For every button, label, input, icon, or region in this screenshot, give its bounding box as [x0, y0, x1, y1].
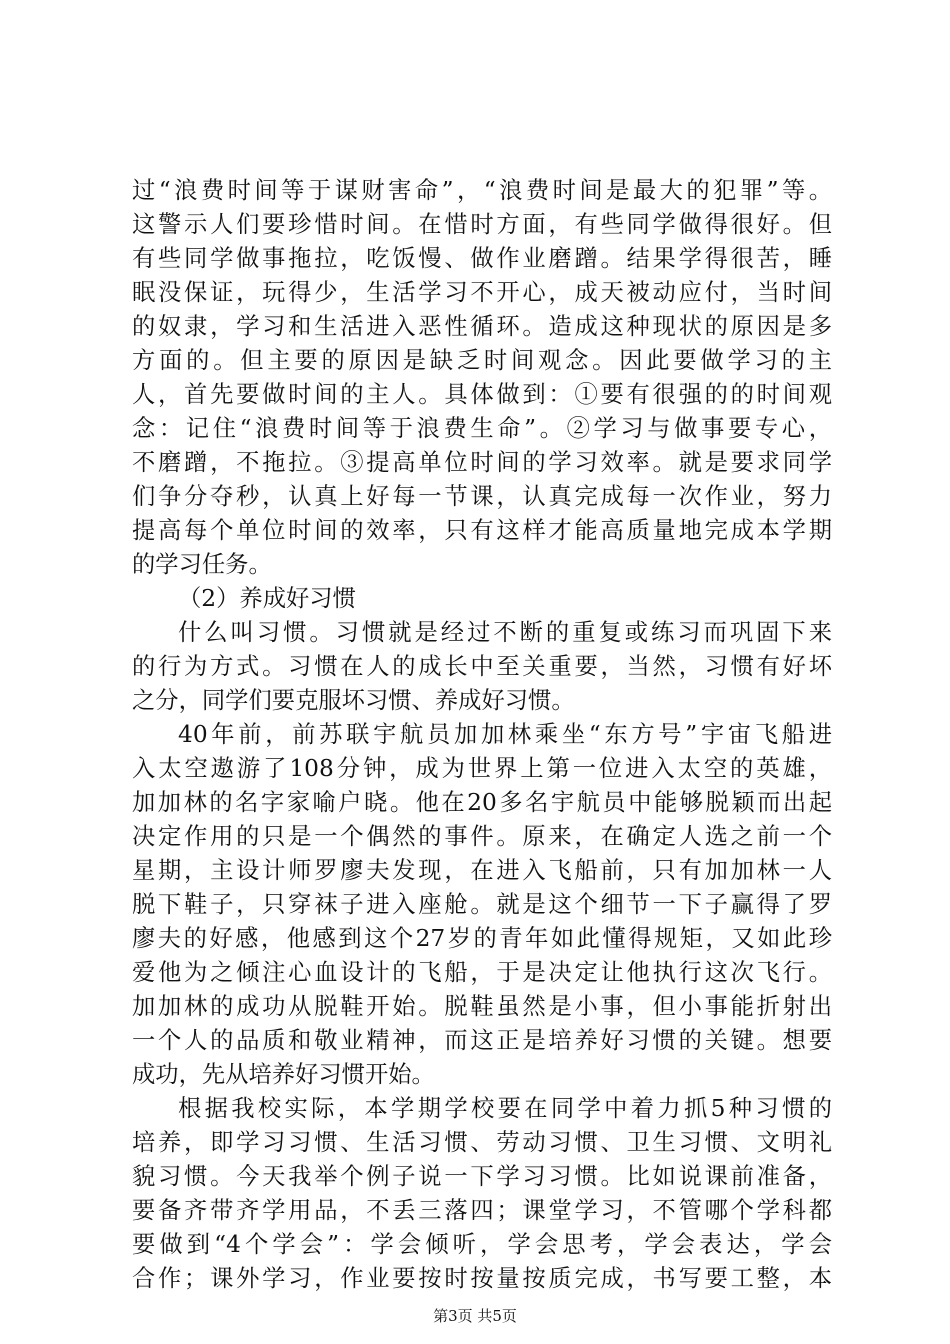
paragraph-line: 提高每个单位时间的效率，只有这样才能高质量地完成本学期: [132, 517, 832, 544]
paragraph-line: 的行为方式。习惯在人的成长中至关重要，当然，习惯有好坏: [132, 653, 832, 680]
paragraph-line: 爱他为之倾注心血设计的飞船，于是决定让他执行这次飞行。: [132, 959, 832, 986]
paragraph-line: 的学习任务。: [132, 551, 272, 578]
paragraph-line: 40年前，前苏联宇航员加加林乘坐“东方号”宇宙飞船进: [178, 721, 832, 748]
paragraph-line: 脱下鞋子，只穿袜子进入座舱。就是这个细节一下子赢得了罗: [132, 891, 832, 918]
paragraph-line: 要备齐带齐学用品，不丢三落四；课堂学习，不管哪个学科都: [132, 1197, 832, 1224]
paragraph-line: 决定作用的只是一个偶然的事件。原来，在确定人选之前一个: [132, 823, 832, 850]
paragraph-line: 合作；课外学习，作业要按时按量按质完成，书写要工整，本: [132, 1265, 832, 1292]
paragraph-line: 过“浪费时间等于谋财害命”，“浪费时间是最大的犯罪”等。: [132, 177, 832, 204]
page-number-footer: 第3页 共5页: [433, 1307, 517, 1325]
paragraph-line: 有些同学做事拖拉，吃饭慢、做作业磨蹭。结果学得很苦，睡: [132, 245, 832, 272]
paragraph-line: 什么叫习惯。习惯就是经过不断的重复或练习而巩固下来: [178, 619, 832, 646]
paragraph-line: 的奴隶，学习和生活进入恶性循环。造成这种现状的原因是多: [132, 313, 832, 340]
paragraph-line: 这警示人们要珍惜时间。在惜时方面，有些同学做得很好。但: [132, 211, 832, 238]
paragraph-line: 一个人的品质和敬业精神，而这正是培养好习惯的关键。想要: [132, 1027, 832, 1054]
paragraph-line: 方面的。但主要的原因是缺乏时间观念。因此要做学习的主: [132, 347, 832, 374]
paragraph-line: 人，首先要做时间的主人。具体做到：①要有很强的的时间观: [132, 381, 832, 408]
paragraph-line: 廖夫的好感，他感到这个27岁的青年如此懂得规矩，又如此珍: [132, 925, 832, 952]
paragraph-line: 根据我校实际，本学期学校要在同学中着力抓5种习惯的: [178, 1095, 832, 1122]
paragraph-line: 加加林的名字家喻户晓。他在20多名宇航员中能够脱颖而出起: [132, 789, 832, 816]
paragraph-line: 不磨蹭，不拖拉。③提高单位时间的学习效率。就是要求同学: [132, 449, 832, 476]
paragraph-line: 们争分夺秒，认真上好每一节课，认真完成每一次作业，努力: [132, 483, 832, 510]
section-heading: （2）养成好习惯: [178, 585, 356, 612]
paragraph-line: 念：记住“浪费时间等于浪费生命”。②学习与做事要专心，: [132, 415, 832, 442]
paragraph-line: 培养，即学习习惯、生活习惯、劳动习惯、卫生习惯、文明礼: [132, 1129, 832, 1156]
paragraph-line: 星期，主设计师罗廖夫发现，在进入飞船前，只有加加林一人: [132, 857, 832, 884]
paragraph-line: 眠没保证，玩得少，生活学习不开心，成天被动应付，当时间: [132, 279, 832, 306]
paragraph-line: 成功，先从培养好习惯开始。: [132, 1061, 435, 1088]
paragraph-line: 之分，同学们要克服坏习惯、养成好习惯。: [132, 687, 575, 714]
paragraph-line: 貌习惯。今天我举个例子说一下学习习惯。比如说课前准备，: [132, 1163, 832, 1190]
paragraph-line: 加加林的成功从脱鞋开始。脱鞋虽然是小事，但小事能折射出: [132, 993, 832, 1020]
paragraph-line: 要做到“4个学会”：学会倾听，学会思考，学会表达，学会: [132, 1231, 832, 1258]
paragraph-line: 入太空遨游了108分钟，成为世界上第一位进入太空的英雄，: [132, 755, 832, 782]
